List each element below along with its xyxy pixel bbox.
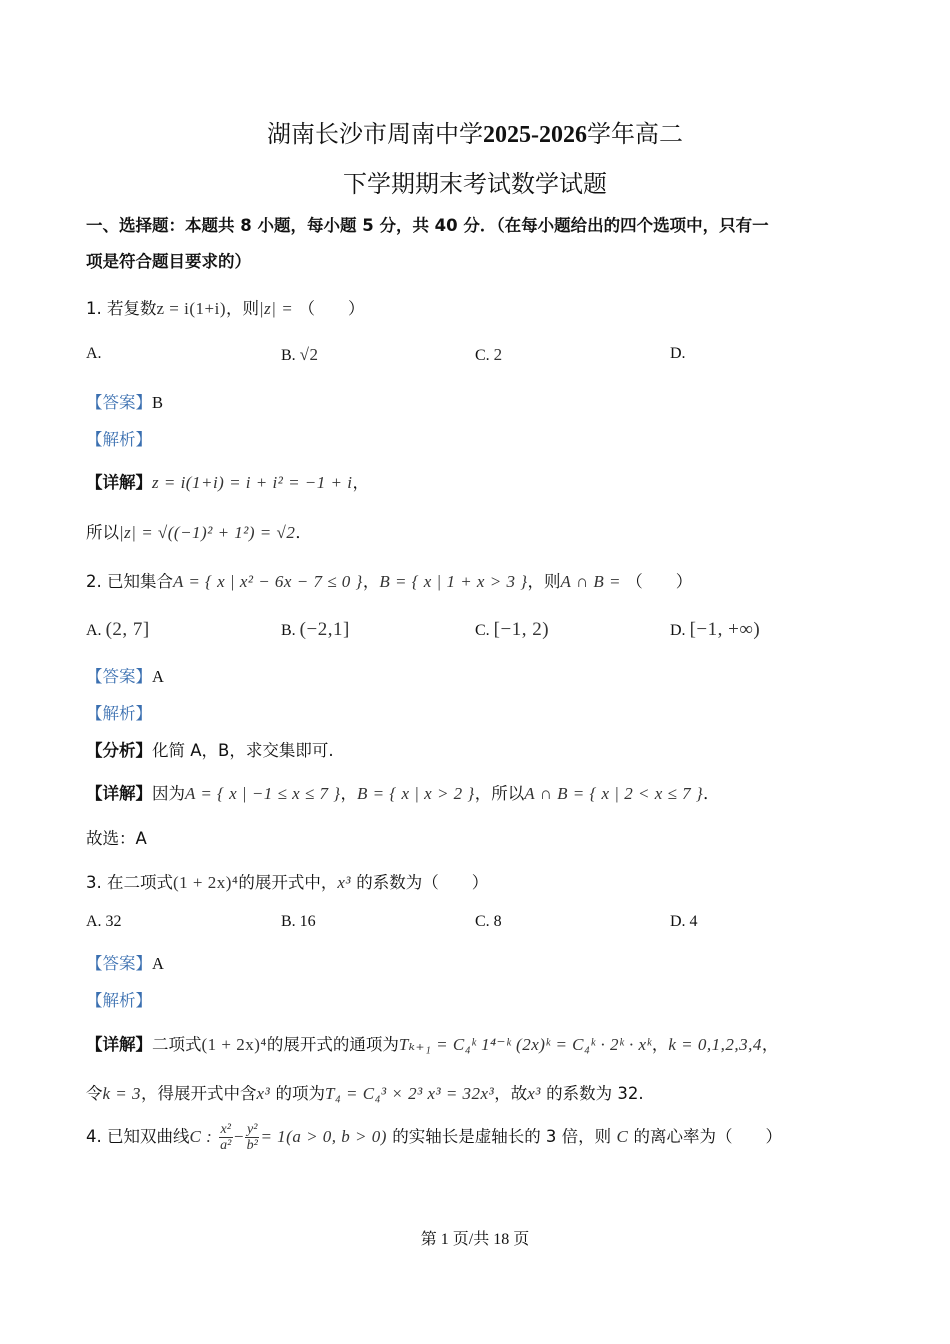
q1-analysis-label: 【解析】 (86, 430, 152, 449)
q4-stem-c: 的离心率为（ ） (633, 1127, 783, 1146)
q3-detail-expr1: (1 + 2x)⁴ (201, 1035, 267, 1054)
q1-stem-c: （ ） (298, 299, 365, 318)
page-footer: 第 1 页/共 18 页 (420, 1231, 530, 1248)
q1-opt-a-label: A. (86, 345, 102, 362)
q3-detail-expr2: Tₖ₊₁ = C₄ᵏ 1⁴⁻ᵏ (2x)ᵏ = C₄ᵏ · 2ᵏ · xᵏ (398, 1035, 652, 1054)
q2-opt-b-label: B. (281, 622, 296, 639)
q3-stem-c: 的系数为（ ） (356, 873, 489, 892)
q1-so-text: 所以 (86, 523, 119, 542)
page-subtitle: 下学期期末考试数学试题 (343, 170, 607, 198)
q1-answer-value: B (152, 393, 164, 412)
q1-detail-tail: ， (352, 473, 369, 492)
q4-den2: b² (246, 1138, 258, 1153)
q2-opt-c-value: [−1, 2) (493, 619, 550, 640)
q2-expr-a: A = { x | x² − 6x − 7 ≤ 0 } (173, 572, 363, 591)
q1-option-b[interactable] (281, 345, 319, 365)
q3-line2-expr1: k = 3 (102, 1084, 142, 1103)
q3-line2-b: ，得展开式中含 (141, 1084, 257, 1103)
q2-detail-expr3: A ∩ B = { x | 2 < x ≤ 7 } (524, 784, 704, 803)
q2-answer-value: A (152, 667, 164, 686)
q3-line2-d: ，故 (494, 1084, 528, 1103)
q3-detail-a: 二项式 (152, 1035, 202, 1054)
q3-detail-d: ， (761, 1035, 779, 1054)
q1-opt-c-label: C. (475, 347, 490, 364)
q4-stem-b: 的实轴长是虚轴长的 3 倍，则 (392, 1127, 612, 1146)
q4-expr-tail: = 1(a > 0, b > 0) (260, 1127, 387, 1146)
q3-line2-expr3: T₄ = C₄³ × 2³ x³ = 32x³ (324, 1084, 495, 1103)
q1-opt-d-label: D. (670, 345, 686, 362)
q1-stem-a: 1. 若复数 (86, 299, 157, 318)
q4-fraction-y (245, 1122, 259, 1153)
title-part1: 湖南长沙市周南中学 (267, 120, 483, 148)
page-title (0, 114, 950, 149)
q2-option-d[interactable] (670, 619, 760, 641)
q2-expr-c: A ∩ B = (560, 572, 621, 591)
fenxi-label: 【分析】 (86, 741, 152, 760)
q2-answer (86, 663, 164, 687)
q3-stem-a: 3. 在二项式 (86, 873, 173, 892)
answer-label: 【答案】 (86, 667, 152, 686)
q3-option-c[interactable]: C. 8 (475, 913, 502, 930)
q1-so-expr: |z| = √((−1)² + 1²) = √2 (119, 523, 296, 542)
q4-num1: x² (220, 1122, 231, 1137)
q3-line2-a: 令 (86, 1084, 103, 1103)
q2-detail-a: 因为 (152, 784, 185, 803)
q2-opt-a-value: (2, 7] (105, 619, 150, 640)
q2-stem-a: 2. 已知集合 (86, 572, 173, 591)
q3-line2-expr4: x³ (527, 1084, 541, 1103)
q2-detail-tail: ． (703, 784, 720, 803)
q1-answer (86, 389, 163, 413)
q3-analysis-label: 【解析】 (86, 991, 152, 1010)
q4-num2: y² (247, 1122, 258, 1137)
q3-option-a[interactable]: A. 32 (86, 913, 122, 930)
q1-detail-expr: z = i(1+i) = i + i² = −1 + i (152, 473, 353, 492)
q3-line2-expr2: x³ (256, 1084, 271, 1103)
q3-detail (86, 1031, 778, 1055)
q3-expr2: x³ (337, 873, 351, 892)
detail-label: 【详解】 (86, 473, 152, 492)
answer-label: 【答案】 (86, 393, 152, 412)
q2-fenxi-text: 化简 A，B，求交集即可. (152, 741, 334, 760)
q2-choose: 故选：A (86, 829, 147, 848)
q3-answer (86, 950, 164, 974)
title-part3: 学年高二 (587, 120, 683, 148)
q1-option-d[interactable] (670, 345, 686, 363)
q2-opt-c-label: C. (475, 622, 490, 639)
q2-option-b[interactable] (281, 619, 350, 641)
q1-so (86, 519, 312, 543)
q2-detail-b: ，所以 (474, 784, 525, 803)
q2-opt-d-value: [−1, +∞) (689, 619, 761, 640)
title-year: 2025-2026 (483, 122, 587, 148)
q1-opt-c-value: 2 (493, 345, 503, 364)
q1-expr2: |z| = (259, 299, 294, 318)
q3-line2-e: 的系数为 32. (546, 1084, 644, 1103)
q1-option-c[interactable] (475, 345, 503, 365)
q3-detail-c: ， (651, 1035, 669, 1054)
q4-stem-a: 4. 已知双曲线 (86, 1127, 190, 1146)
q2-detail-expr1: A = { x | −1 ≤ x ≤ 7 } (185, 784, 341, 803)
q4-fraction-x (219, 1122, 233, 1153)
q2-option-c[interactable] (475, 619, 549, 641)
section-header-line2: 项是符合题目要求的） (86, 252, 251, 271)
detail-label: 【详解】 (86, 1035, 152, 1054)
question-1-stem (86, 295, 364, 319)
q4-den1: a² (220, 1138, 232, 1153)
q1-opt-b-value: √2 (299, 345, 319, 364)
q3-option-d[interactable]: D. 4 (670, 913, 698, 930)
q2-analysis-label: 【解析】 (86, 704, 152, 723)
q4-minus: − (233, 1127, 245, 1146)
q3-stem-b: 的展开式中， (238, 873, 338, 892)
q1-opt-b-label: B. (281, 347, 296, 364)
q2-detail-expr2: B = { x | x > 2 } (357, 784, 475, 803)
q2-detail (86, 780, 720, 804)
q3-option-b[interactable]: B. 16 (281, 913, 316, 930)
q1-detail (86, 469, 369, 493)
detail-label: 【详解】 (86, 784, 152, 803)
q1-stem-b: ，则 (226, 299, 259, 318)
q3-detail-expr3: k = 0,1,2,3,4 (668, 1035, 762, 1054)
q1-so-tail: ． (295, 523, 312, 542)
q2-sep: ， (362, 572, 380, 591)
q2-stem-c: （ ） (626, 572, 693, 591)
q1-expr: z = i(1+i) (156, 299, 226, 318)
q2-stem-b: ，则 (527, 572, 561, 591)
section-header-line1: 一、选择题：本题共 8 小题，每小题 5 分，共 40 分．（在每小题给出的四个选项中，只有一 (86, 216, 769, 235)
q4-expr-c: C : (189, 1127, 213, 1146)
question-2-stem (86, 568, 692, 592)
question-3-stem (86, 869, 488, 893)
q2-expr-b: B = { x | 1 + x > 3 } (379, 572, 528, 591)
q3-line2-c: 的项为 (275, 1084, 325, 1103)
q2-opt-b-value: (−2,1] (299, 619, 350, 640)
q3-answer-value: A (152, 954, 164, 973)
q2-opt-a-label: A. (86, 622, 102, 639)
q2-detail-sep: ， (340, 784, 358, 803)
q3-expr: (1 + 2x)⁴ (173, 873, 239, 892)
q3-detail-line2 (86, 1080, 644, 1104)
q2-opt-d-label: D. (670, 622, 686, 639)
question-4-stem (86, 1122, 782, 1153)
q1-option-a[interactable] (86, 345, 102, 363)
q4-expr-c2: C (616, 1127, 629, 1146)
q3-detail-b: 的展开式的通项为 (266, 1035, 399, 1054)
q2-fenxi (86, 737, 334, 761)
q2-option-a[interactable] (86, 619, 150, 641)
answer-label: 【答案】 (86, 954, 152, 973)
